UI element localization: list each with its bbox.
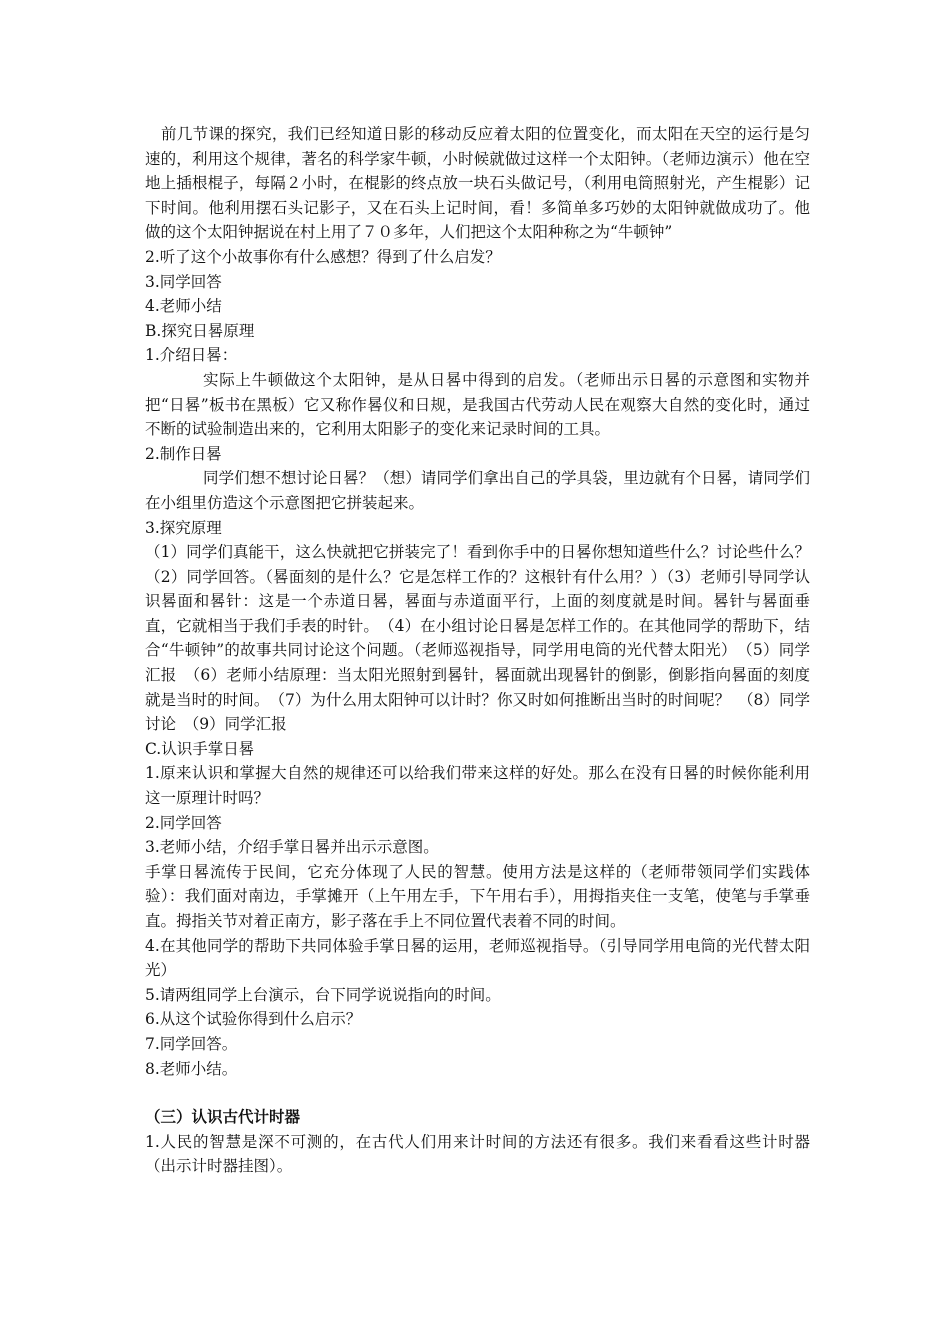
- palm-answer: 7.同学回答。: [145, 1034, 238, 1053]
- intro-paragraph: 前几节课的探究，我们已经知道日影的移动反应着太阳的位置变化，而太阳在天空的运行是匀速的，利用这个规律，著名的科学家牛顿，小时候就做过这样一个太阳钟。（老师边演示）他在空地上插根棍子，每隔２小时，在棍影的终点放一块石头做记号，（利用电筒照射光，产生棍影）记下时间。他利用摆石头记影子，又在石头上记时间，看！多简单多巧妙的太阳钟就做成功了。他做的这个太阳钟据说在村上用了７０多年，人们把这个太阳种称之为“牛顿钟”: [145, 125, 810, 242]
- palm-teacher-summary: 3.老师小结，介绍手掌日晷并出示示意图。: [145, 838, 439, 857]
- palm-experience: 4.在其他同学的帮助下共同体验手掌日晷的运用，老师巡视指导。（引导同学用电筒的光代替太阳光）: [145, 936, 810, 980]
- make-sundial-paragraph: 同学们想不想讨论日晷？（想）请同学们拿出自己的学具袋，里边就有个日晷，请同学们在小组里仿造这个示意图把它拼装起来。: [145, 469, 810, 512]
- step-teacher-summary: 4.老师小结: [145, 297, 222, 316]
- palm-demo: 5.请两组同学上台演示，台下同学说说指向的时间。: [145, 985, 501, 1004]
- palm-student-answer: 2.同学回答: [145, 813, 222, 832]
- palm-sundial-paragraph: 手掌日晷流传于民间，它充分体现了人民的智慧。使用方法是这样的（老师带领同学们实践体验）：我们面对南边，手掌摊开（上午用左手，下午用右手），用拇指夹住一支笔，使笔与手掌垂直。拇指关节对着正南方，影子落在手上不同位置代表着不同的时间。: [145, 862, 810, 930]
- palm-inspiration: 6.从这个试验你得到什么启示？: [145, 1010, 362, 1029]
- step-student-answer: 3.同学回答: [145, 272, 222, 291]
- ancient-timers-paragraph: 1.人民的智慧是深不可测的，在古代人们用来计时间的方法还有很多。我们来看看这些计时器（出示计时器挂图）。: [145, 1132, 810, 1176]
- principle-paragraph: （1）同学们真能干，这么快就把它拼装完了！看到你手中的日晷你想知道些什么？讨论些什么？ （2）同学回答。（晷面刻的是什么？它是怎样工作的？这根针有什么用？）（3）老师引导同学认识晷面和晷针：这是一个赤道日晷，晷面与赤道面平行，上面的刻度就是时间。晷针与晷面垂直，它就相当于我们手表的时针。 （4）在小组讨论日晷是怎样工作的。在其他同学的帮助下，结合“牛顿钟”的故事共同讨论这个问题。（老师巡视指导，同学用电筒的光代替太阳光） （5）同学汇报 （6）老师小结原理：当太阳光照射到晷针，晷面就出现晷针的倒影，倒影指向晷面的刻度就是当时的时间。 （7）为什么用太阳钟可以计时？你又时如何推断出当时的时间呢？ （8）同学讨论 （9）同学汇报: [145, 543, 826, 734]
- section-three-heading: （三）认识古代计时器: [145, 1107, 301, 1127]
- section-c-title: C.认识手掌日晷: [145, 739, 255, 758]
- palm-question: 1.原来认识和掌握大自然的规律还可以给我们带来这样的好处。那么在没有日晷的时候你能利用这一原理计时吗？: [145, 764, 810, 808]
- step-introduce-sundial: 1.介绍日晷：: [145, 346, 238, 365]
- palm-summary: 8.老师小结。: [145, 1059, 238, 1078]
- document-body: [145, 122, 826, 1179]
- question-inspiration: 2.听了这个小故事你有什么感想？得到了什么启发？: [145, 247, 501, 266]
- sundial-intro-paragraph: 实际上牛顿做这个太阳钟，是从日晷中得到的启发。（老师出示日晷的示意图和实物并把“日晷”板书在黑板）它又称作晷仪和日规，是我国古代劳动人民在观察大自然的变化时，通过不断的试验制造出来的，它利用太阳影子的变化来记录时间的工具。: [145, 370, 810, 439]
- step-explore-principle: 3.探究原理: [145, 518, 222, 537]
- step-make-sundial: 2.制作日晷: [145, 444, 222, 463]
- section-b-title: B.探究日晷原理: [145, 321, 255, 340]
